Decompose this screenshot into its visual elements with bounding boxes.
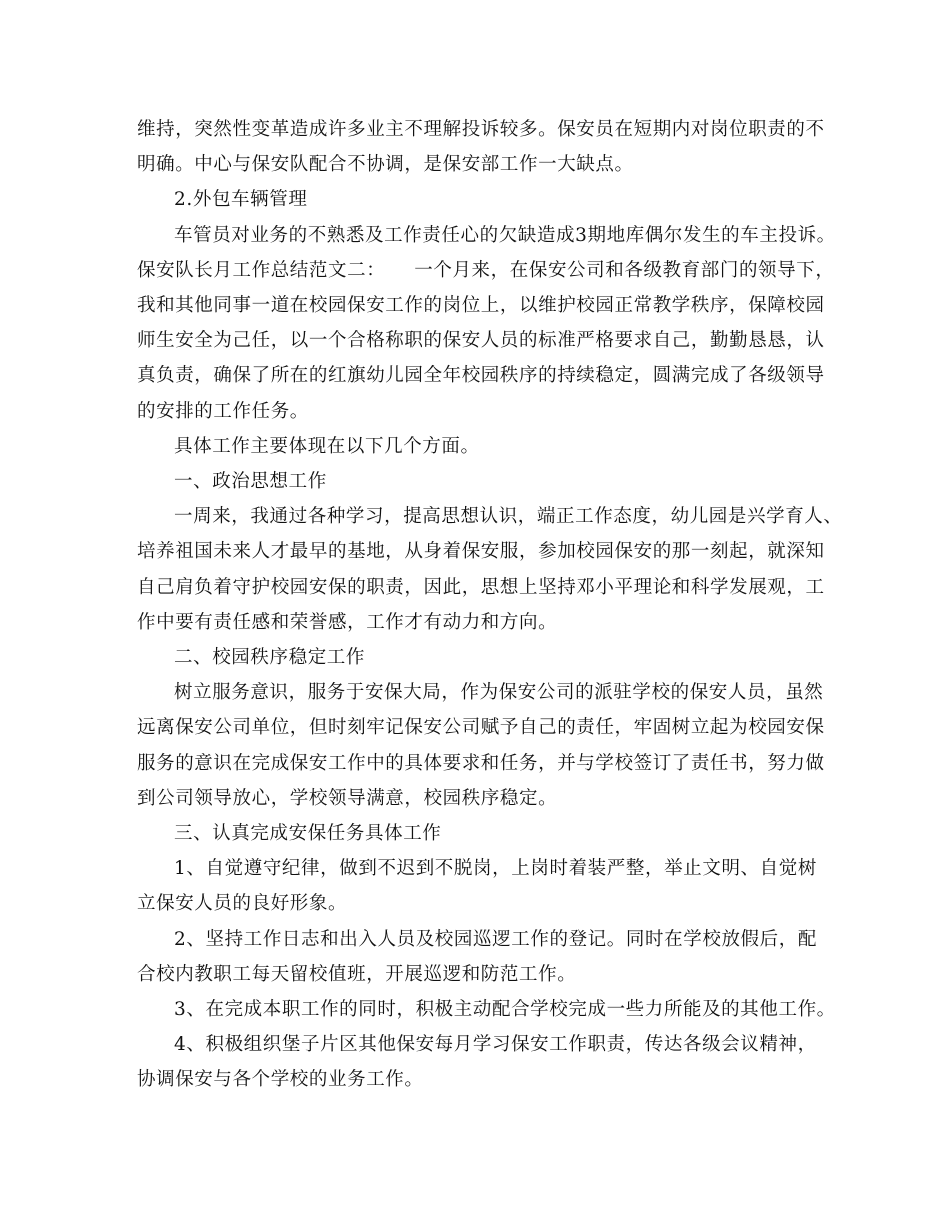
section-heading-order: 二、校园秩序稳定工作 <box>174 647 366 669</box>
text-line-25: 合校内教职工每天留校值班，开展巡逻和防范工作。 <box>137 963 577 985</box>
text-line-24: 2、坚持工作日志和出入人员及校园巡逻工作的登记。同时在学校放假后，配 <box>174 928 817 950</box>
text-line-6: 我和其他同事一道在校园保安工作的岗位上，以维护校园正常教学秩序，保障校园 <box>137 295 825 317</box>
text-line-2: 明确。中心与保安队配合不协调，是保安部工作一大缺点。 <box>137 154 634 176</box>
text-line-17: 树立服务意识，服务于安保大局，作为保安公司的派驻学校的保安人员，虽然 <box>174 682 824 704</box>
text-line-18: 远离保安公司单位，但时刻牢记保安公司赋予自己的责任，牢固树立起为校园安保 <box>137 717 825 739</box>
text-line-22: 1、自觉遵守纪律，做到不迟到不脱岗，上岗时着装严整，举止文明、自觉树 <box>174 858 817 880</box>
text-line-8: 真负责，确保了所在的红旗幼儿园全年校园秩序的持续稳定，圆满完成了各级领导 <box>137 365 825 387</box>
text-line-19: 服务的意识在完成保安工作中的具体要求和任务，并与学校签订了责任书，努力做 <box>137 752 825 774</box>
section-heading-vehicle: 2.外包车辆管理 <box>174 189 308 211</box>
text-line-9: 的安排的工作任务。 <box>137 400 309 422</box>
document-body <box>137 112 843 1098</box>
text-line-20: 到公司领导放心，学校领导满意，校园秩序稳定。 <box>137 787 558 809</box>
text-line-27: 4、积极组织堡子片区其他保安每月学习保安工作职责，传达各级会议精神， <box>174 1034 817 1056</box>
text-line-14: 自己肩负着守护校园安保的职责，因此，思想上坚持邓小平理论和科学发展观，工 <box>137 576 825 598</box>
text-line-23: 立保安人员的良好形象。 <box>137 893 348 915</box>
text-line-28: 协调保安与各个学校的业务工作。 <box>137 1069 424 1091</box>
text-line-12: 一周来，我通过各种学习，提高思想认识，端正工作态度，幼儿园是兴学育人、 <box>174 506 843 528</box>
text-line-5: 保安队长月工作总结范文二： 一个月来，在保安公司和各级教育部门的领导下， <box>137 259 835 281</box>
text-line-26: 3、在完成本职工作的同时，积极主动配合学校完成一些力所能及的其他工作。 <box>174 999 836 1021</box>
text-line-10: 具体工作主要体现在以下几个方面。 <box>174 435 480 457</box>
section-heading-tasks: 三、认真完成安保任务具体工作 <box>174 823 442 845</box>
text-line-15: 作中要有责任感和荣誉感，工作才有动力和方向。 <box>137 611 558 633</box>
text-line-13: 培养祖国未来人才最早的基地，从身着保安服，参加校园保安的那一刻起，就深知 <box>137 541 825 563</box>
section-heading-political: 一、政治思想工作 <box>174 471 327 493</box>
text-line-1: 维持，突然性变革造成许多业主不理解投诉较多。保安员在短期内对岗位职责的不 <box>137 119 825 140</box>
text-line-4: 车管员对业务的不熟悉及工作责任心的欠缺造成3期地库偶尔发生的车主投诉。 <box>174 224 836 246</box>
text-line-7: 师生安全为己任，以一个合格称职的保安人员的标准严格要求自己，勤勤恳恳，认 <box>137 330 825 352</box>
